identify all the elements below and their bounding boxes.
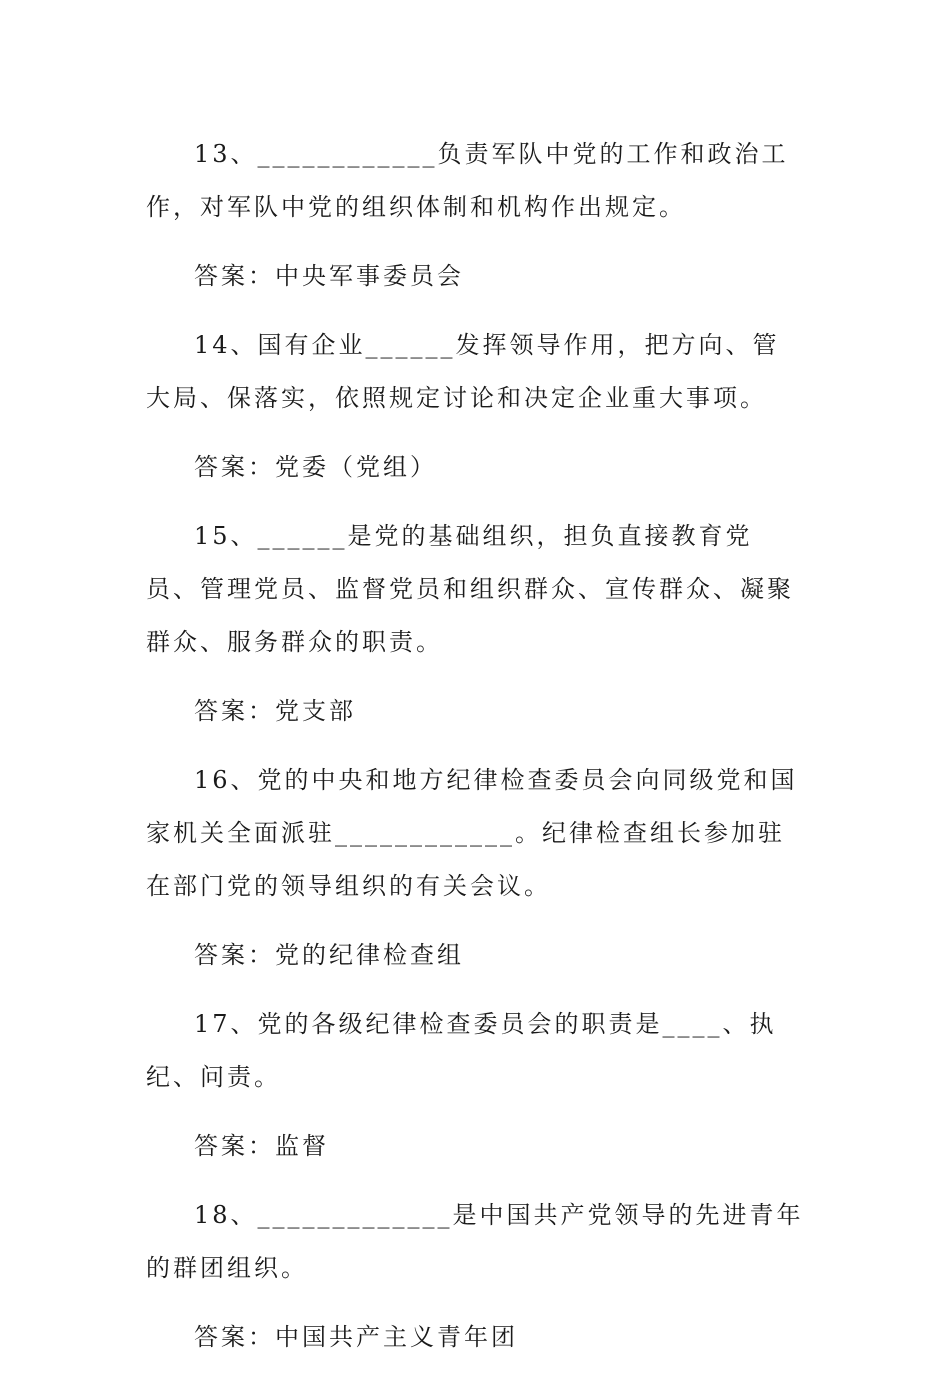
question-15: 15、______是党的基础组织，担负直接教育党员、管理党员、监督党员和组织群众、宣传群众、凝聚群众、服务群众的职责。 <box>146 522 794 656</box>
answer-14: 答案：党委（党组） <box>194 453 437 481</box>
answer-17: 答案：监督 <box>194 1132 329 1160</box>
answer-16: 答案：党的纪律检查组 <box>194 941 464 969</box>
answer-13: 答案：中央军事委员会 <box>194 262 464 290</box>
question-18: 18、_____________是中国共产党领导的先进青年的群团组织。 <box>146 1201 804 1282</box>
question-17: 17、党的各级纪律检查委员会的职责是____、执纪、问责。 <box>146 1010 777 1091</box>
question-14: 14、国有企业______发挥领导作用，把方向、管大局、保落实，依照规定讨论和决定企业重大事项。 <box>146 331 780 412</box>
answer-15: 答案：党支部 <box>194 697 356 725</box>
question-16: 16、党的中央和地方纪律检查委员会向同级党和国家机关全面派驻____________。纪律检查组长参加驻在部门党的领导组织的有关会议。 <box>146 766 798 900</box>
question-13: 13、____________负责军队中党的工作和政治工作，对军队中党的组织体制和机构作出规定。 <box>146 140 789 221</box>
answer-18: 答案：中国共产主义青年团 <box>194 1323 518 1351</box>
document-body <box>146 128 806 1380</box>
